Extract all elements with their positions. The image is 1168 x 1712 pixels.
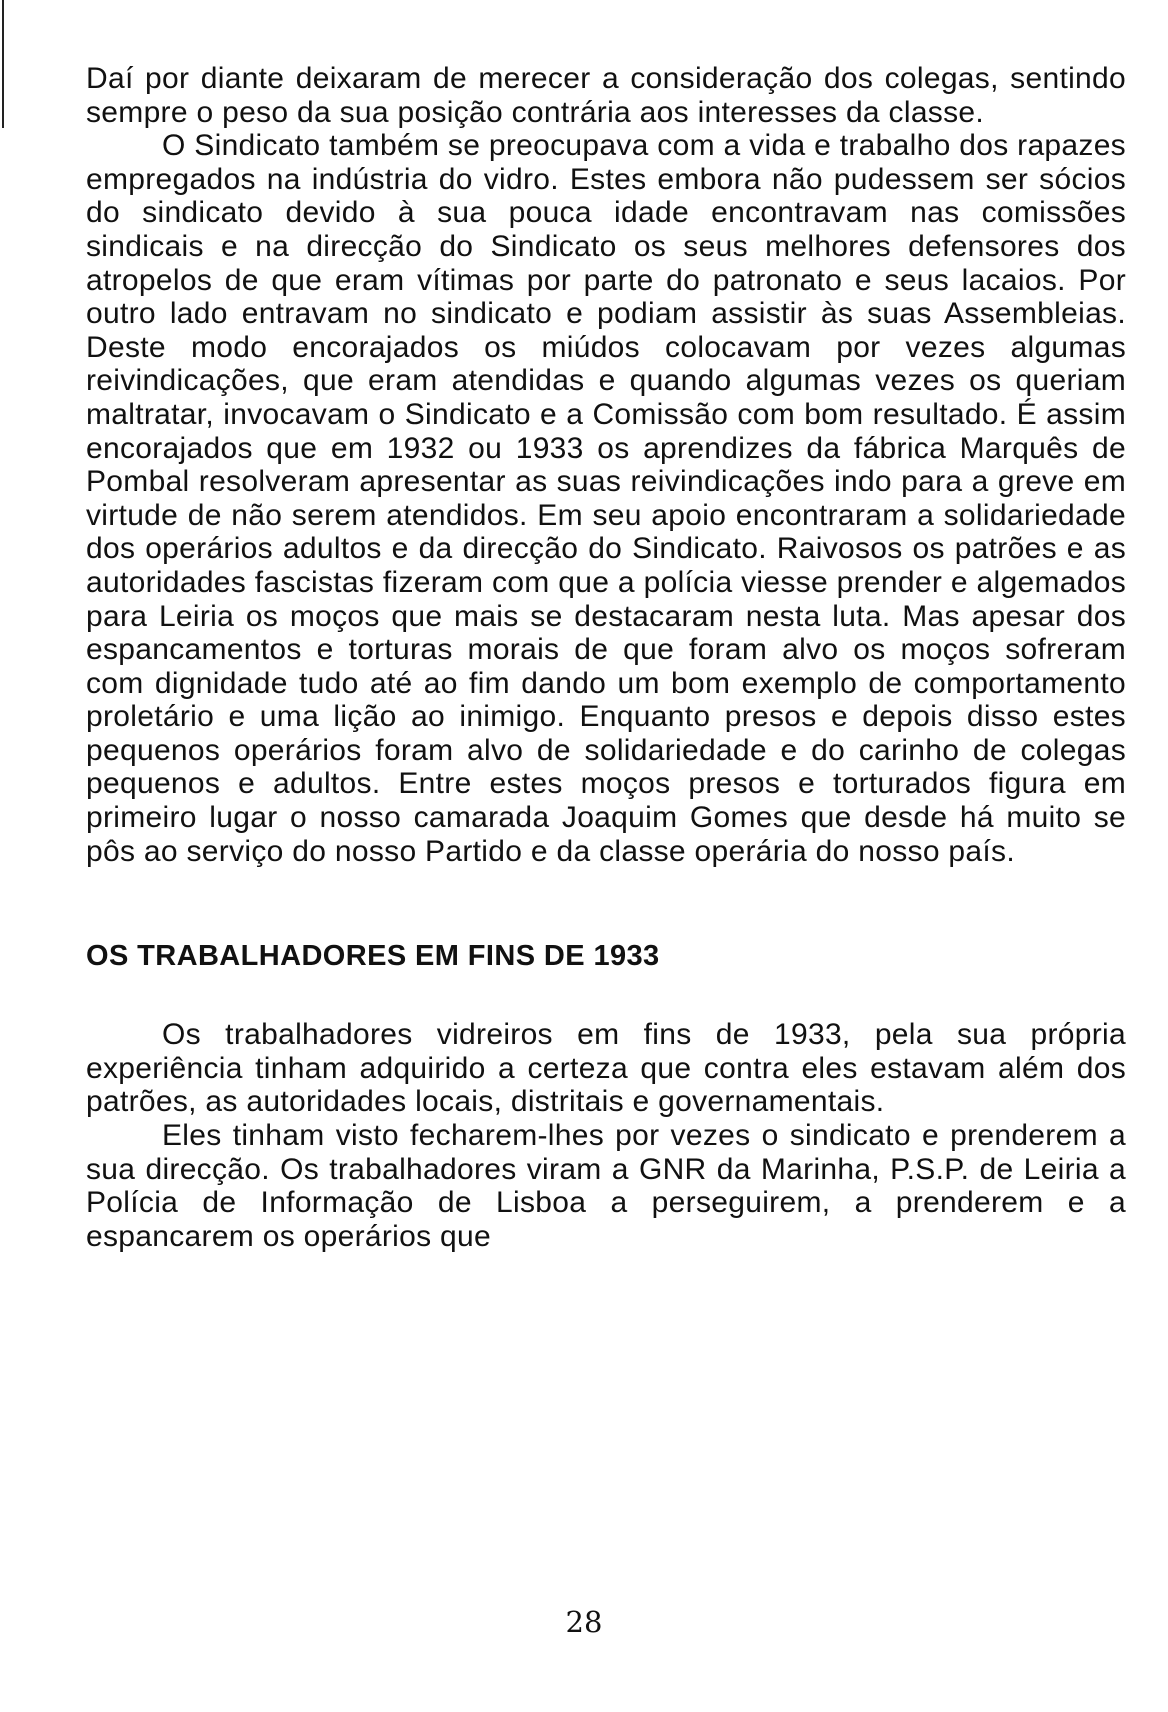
paragraph-2: O Sindicato também se preocupava com a vida e trabalho dos rapazes empregados na indústria do vidro. Estes embora não pudessem ser sócios do sindicato devido à sua pouca idade encontravam nas comissões sindicais e na direcção do Sindicato os seus melhores defensores dos atropelos de que eram vítimas por parte do patronato e seus lacaios. Por outro lado entravam no sindicato e podiam assistir às suas Assembleias. Deste modo encorajados os miúdos colocavam por vezes algumas reivindicações, que eram atendidas e quando algumas vezes os queriam maltratar, invocavam o Sindicato e a Comissão com bom resultado. É assim encorajados que em 1932 ou 1933 os aprendizes da fábrica Marquês de Pombal resolveram apresentar as suas reivindicações indo para a greve em virtude de não serem atendidos. Em seu apoio encontraram a solidariedade dos operários adultos e da direcção do Sindicato. Raivosos os patrões e as autoridades fascistas fizeram com que a polícia viesse prender e algemados para Leiria os moços que mais se destacaram nesta luta. Mas apesar dos espancamentos e torturas morais de que foram alvo os moços sofreram com dignidade tudo até ao fim dando um bom exemplo de comportamento proletário e uma lição ao inimigo. Enquanto presos e depois disso estes pequenos operários foram alvo de solidariedade e do carinho de colegas pequenos e adultos. Entre estes moços presos e torturados figura em primeiro lugar o nosso camarada Joaquim Gomes que desde há muito se pôs ao serviço do nosso Partido e da classe operária do nosso país.	[86, 129, 1126, 868]
paragraph-3: Os trabalhadores vidreiros em fins de 1933, pela sua própria experiência tinham adquirido a certeza que contra eles estavam além dos patrões, as autoridades locais, distritais e governamentais.	[86, 1018, 1126, 1119]
paragraph-4: Eles tinham visto fecharem-lhes por vezes o sindicato e prenderem a sua direcção. Os trabalhadores viram a GNR da Marinha, P.S.P. de Leiria a Polícia de Informação de Lisboa a perseguirem, a prenderem e a espancarem os operários que	[86, 1119, 1126, 1253]
margin-rule	[2, 0, 4, 128]
paragraph-1: Daí por diante deixaram de merecer a consideração dos colegas, sentindo sempre o peso da sua posição contrária aos interesses da classe.	[86, 62, 1126, 129]
page-body	[86, 62, 1126, 1253]
section-heading: OS TRABALHADORES EM FINS DE 1933	[86, 940, 660, 973]
page-number: 28	[565, 1605, 603, 1639]
